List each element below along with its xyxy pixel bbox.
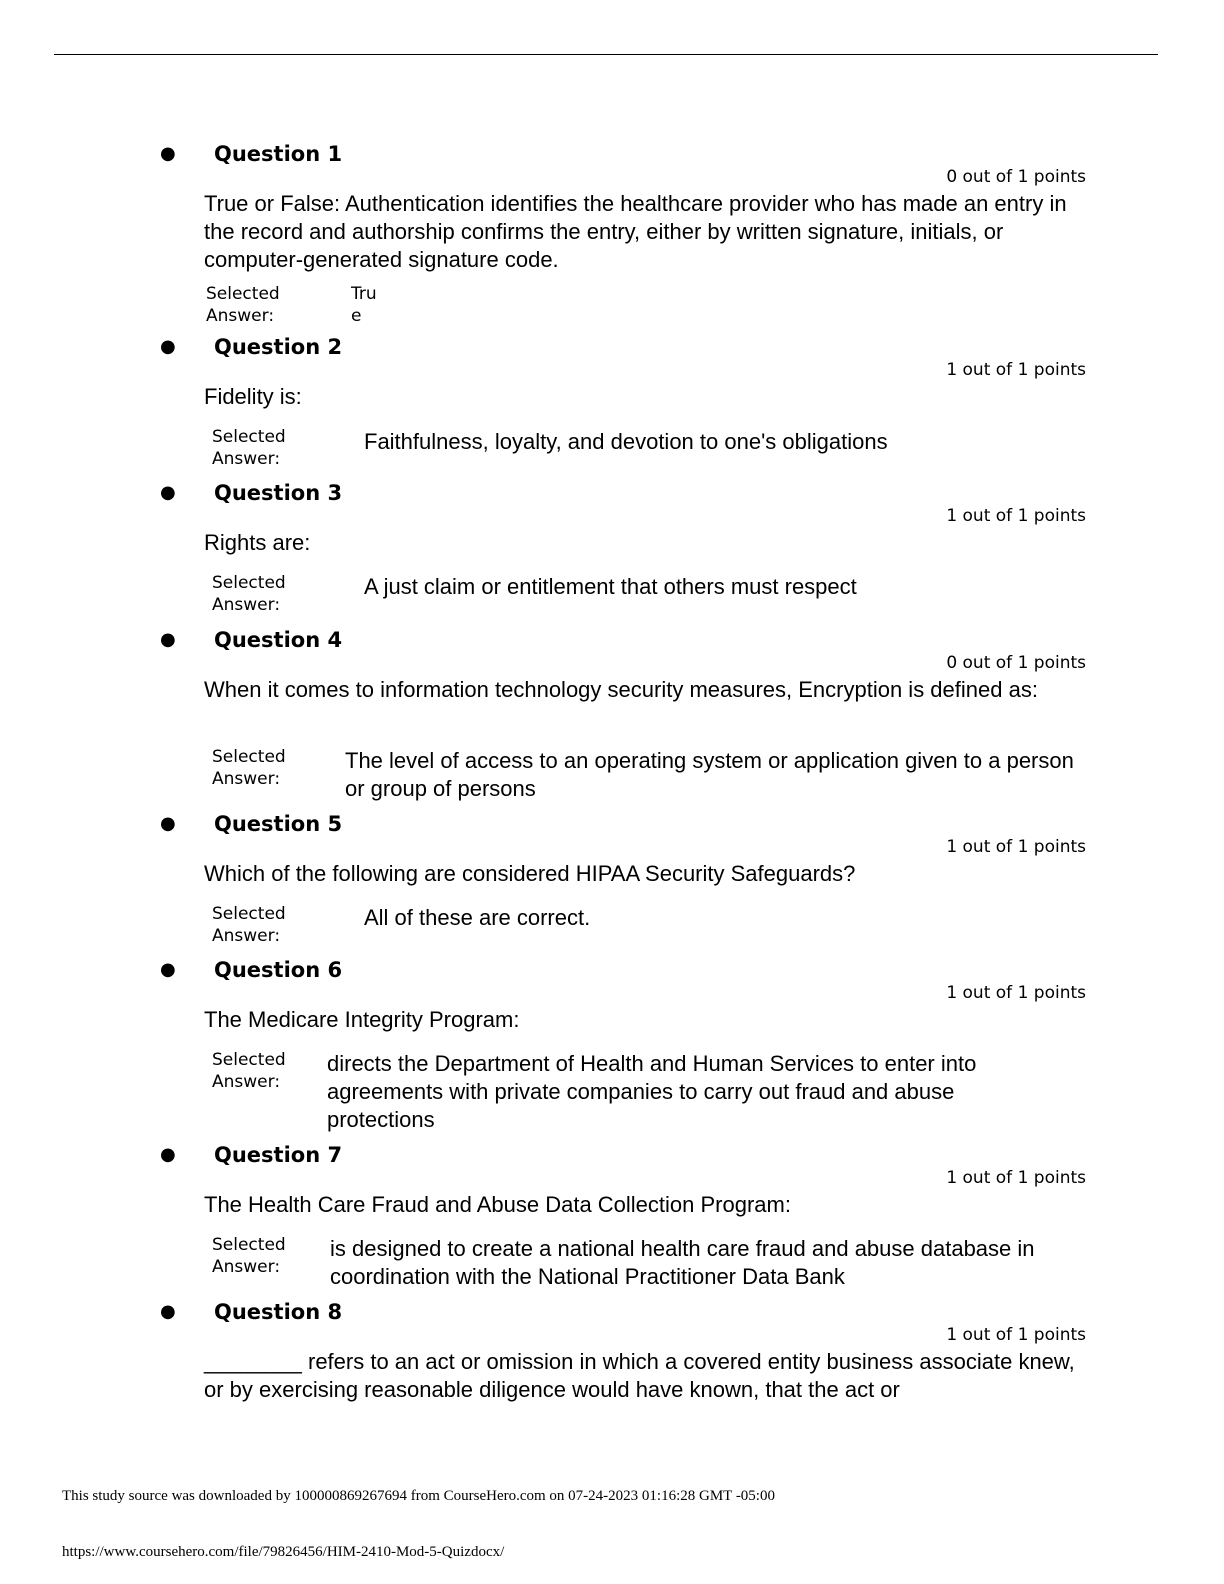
question-text: Fidelity is: xyxy=(204,384,302,409)
question-title: Question 5 xyxy=(214,812,343,836)
question-points: 1 out of 1 points xyxy=(946,1325,1086,1345)
question-title: Question 1 xyxy=(214,142,343,166)
question-points: 0 out of 1 points xyxy=(946,653,1086,673)
download-source-note: This study source was downloaded by 100000869267694 from CourseHero.com on 07-24-2023 01:16:28 GMT -05:00 xyxy=(62,1488,775,1504)
selected-answer-label: Selected Answer: xyxy=(212,427,286,469)
selected-answer: Faithfulness, loyalty, and devotion to one's obligations xyxy=(364,429,888,454)
question-title: Question 3 xyxy=(214,481,343,505)
selected-answer-label: Selected Answer: xyxy=(212,747,286,789)
question-title: Question 4 xyxy=(214,628,343,652)
selected-answer-label: Selected Answer: xyxy=(206,284,280,326)
question-points: 1 out of 1 points xyxy=(946,837,1086,857)
selected-answer: True xyxy=(351,284,377,326)
selected-answer: directs the Department of Health and Human Services to enter into agreements with private companies to carry out fraud and abuse protections xyxy=(327,1051,977,1132)
question-text: Which of the following are considered HIPAA Security Safeguards? xyxy=(204,861,856,886)
bullet-icon: ● xyxy=(160,143,176,164)
bullet-icon: ● xyxy=(160,629,176,650)
question-title: Question 8 xyxy=(214,1300,343,1324)
question-text: When it comes to information technology security measures, Encryption is defined as: xyxy=(204,677,1038,702)
bullet-icon: ● xyxy=(160,813,176,834)
source-url-link[interactable]: https://www.coursehero.com/file/79826456/HIM-2410-Mod-5-Quizdocx/ xyxy=(62,1544,505,1560)
selected-answer-label: Selected Answer: xyxy=(212,573,286,615)
question-text: Rights are: xyxy=(204,530,311,555)
top-divider xyxy=(54,54,1158,55)
question-points: 1 out of 1 points xyxy=(946,360,1086,380)
bullet-icon: ● xyxy=(160,1144,176,1165)
selected-answer: The level of access to an operating system or application given to a person or group of persons xyxy=(345,748,1074,801)
question-text: ________ refers to an act or omission in which a covered entity business associate knew, or by exercising reasonable diligence would have known, that the act or xyxy=(204,1349,1075,1402)
question-title: Question 6 xyxy=(214,958,343,982)
selected-answer-label: Selected Answer: xyxy=(212,1050,286,1092)
question-text: True or False: Authentication identifies the healthcare provider who has made an entry in the record and authorship confirms the entry, either by written signature, initials, or computer-generated signature code. xyxy=(204,191,1067,272)
question-points: 0 out of 1 points xyxy=(946,167,1086,187)
bullet-icon: ● xyxy=(160,1301,176,1322)
question-title: Question 7 xyxy=(214,1143,343,1167)
question-points: 1 out of 1 points xyxy=(946,506,1086,526)
bullet-icon: ● xyxy=(160,336,176,357)
selected-answer: A just claim or entitlement that others must respect xyxy=(364,574,857,599)
selected-answer: All of these are correct. xyxy=(364,905,591,930)
question-text: The Medicare Integrity Program: xyxy=(204,1007,520,1032)
question-text: The Health Care Fraud and Abuse Data Collection Program: xyxy=(204,1192,791,1217)
selected-answer-label: Selected Answer: xyxy=(212,904,286,946)
question-points: 1 out of 1 points xyxy=(946,983,1086,1003)
selected-answer: is designed to create a national health care fraud and abuse database in coordination with the National Practitioner Data Bank xyxy=(330,1236,1035,1289)
bullet-icon: ● xyxy=(160,482,176,503)
bullet-icon: ● xyxy=(160,959,176,980)
question-points: 1 out of 1 points xyxy=(946,1168,1086,1188)
selected-answer-label: Selected Answer: xyxy=(212,1235,286,1277)
question-title: Question 2 xyxy=(214,335,343,359)
